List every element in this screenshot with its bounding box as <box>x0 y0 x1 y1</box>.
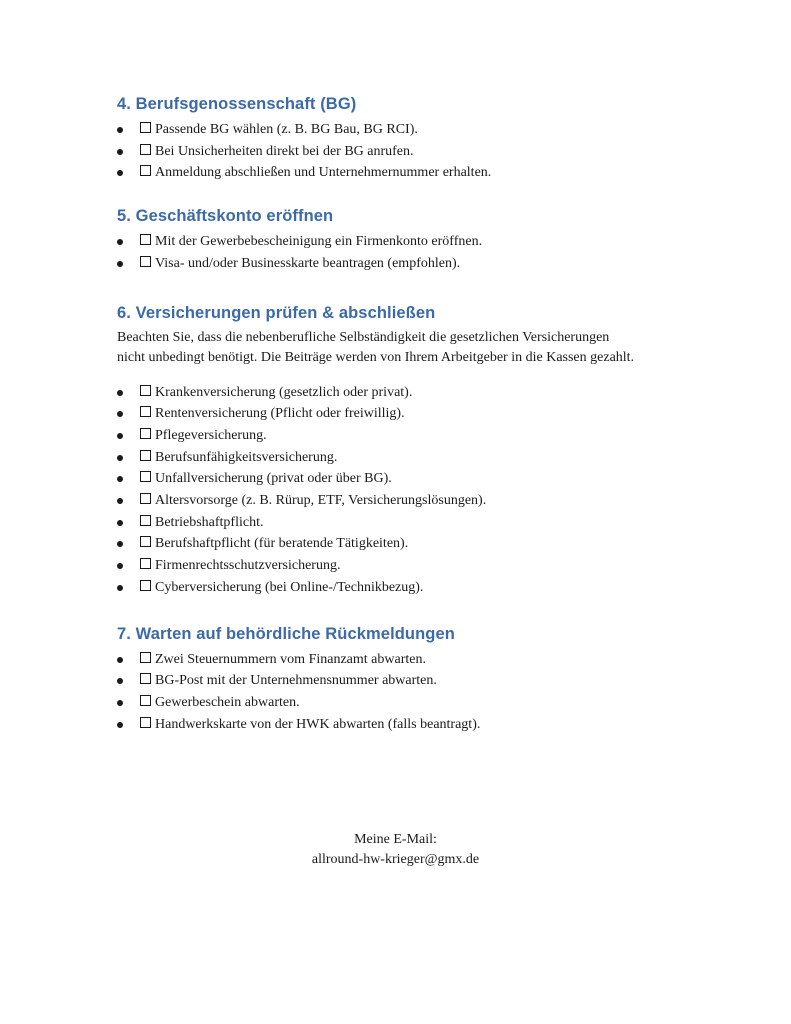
list-item-text: Krankenversicherung (gesetzlich oder privat). <box>155 384 413 400</box>
list-item <box>117 141 697 163</box>
section-rueckmeldungen <box>117 624 697 736</box>
list-item-text: Cyberversicherung (bei Online-/Technikbezug). <box>155 579 424 595</box>
bullet-icon <box>117 239 123 245</box>
bullet-icon <box>117 722 123 728</box>
list-item <box>117 447 697 469</box>
list-item <box>117 403 697 425</box>
checkbox-icon <box>140 122 151 133</box>
contact-footer <box>0 830 791 870</box>
list-item-text: Anmeldung abschließen und Unternehmernummer erhalten. <box>155 165 492 181</box>
checkbox-icon <box>140 717 151 728</box>
checkbox-icon <box>140 673 151 684</box>
list-item-text: Passende BG wählen (z. B. BG Bau, BG RCI). <box>155 122 418 137</box>
bullet-icon <box>117 657 123 663</box>
checklist <box>117 382 697 599</box>
checkbox-icon <box>140 165 151 176</box>
list-item-text: Zwei Steuernummern vom Finanzamt abwarten. <box>155 651 426 667</box>
checkbox-icon <box>140 385 151 396</box>
list-item <box>117 533 697 555</box>
checkbox-icon <box>140 515 151 526</box>
list-item <box>117 692 697 714</box>
list-item-text: Mit der Gewerbebescheinigung ein Firmenkonto eröffnen. <box>155 234 483 250</box>
document-content <box>117 94 697 735</box>
list-item <box>117 577 697 599</box>
list-item-text: Gewerbeschein abwarten. <box>155 694 300 710</box>
list-item-text: Unfallversicherung (privat oder über BG). <box>155 471 392 487</box>
email-label: Meine E-Mail: <box>354 832 437 847</box>
list-item-text: Betriebshaftpflicht. <box>155 514 264 530</box>
bullet-icon <box>117 700 123 706</box>
section-versicherungen <box>117 303 697 599</box>
section-heading: 5. Geschäftskonto eröffnen <box>117 207 334 226</box>
list-item <box>117 468 697 490</box>
list-item <box>117 670 697 692</box>
list-item-text: BG-Post mit der Unternehmensnummer abwarten. <box>155 673 437 689</box>
list-item-text: Handwerkskarte von der HWK abwarten (falls beantragt). <box>155 716 481 732</box>
bullet-icon <box>117 476 123 482</box>
list-item <box>117 382 697 404</box>
intro-line: nicht unbedingt benötigt. Die Beiträge werden von Ihrem Arbeitgeber in die Kassen gezahlt. <box>117 349 635 365</box>
bullet-icon <box>117 585 123 591</box>
list-item-text: Rentenversicherung (Pflicht oder freiwillig). <box>155 406 405 422</box>
checklist <box>117 119 697 184</box>
bullet-icon <box>117 170 123 176</box>
bullet-icon <box>117 261 123 267</box>
list-item <box>117 512 697 534</box>
bullet-icon <box>117 411 123 417</box>
list-item-text: Altersvorsorge (z. B. Rürup, ETF, Versicherungslösungen). <box>155 493 487 509</box>
checkbox-icon <box>140 450 151 461</box>
list-item <box>117 425 697 447</box>
list-item-text: Pflegeversicherung. <box>155 427 267 443</box>
list-item <box>117 490 697 512</box>
bullet-icon <box>117 433 123 439</box>
bullet-icon <box>117 541 123 547</box>
list-item-text: Berufshaftpflicht (für beratende Tätigkeiten). <box>155 536 409 552</box>
section-heading: 6. Versicherungen prüfen & abschließen <box>117 303 436 322</box>
list-item <box>117 119 697 141</box>
list-item <box>117 162 697 184</box>
section-heading: 7. Warten auf behördliche Rückmeldungen <box>117 624 455 643</box>
section-intro <box>117 328 697 368</box>
checkbox-icon <box>140 234 151 245</box>
list-item <box>117 253 697 275</box>
bullet-icon <box>117 149 123 155</box>
list-item <box>117 714 697 736</box>
checkbox-icon <box>140 652 151 663</box>
list-item <box>117 555 697 577</box>
checkbox-icon <box>140 471 151 482</box>
checkbox-icon <box>140 580 151 591</box>
email-address: allround-hw-krieger@gmx.de <box>311 852 480 867</box>
bullet-icon <box>117 678 123 684</box>
bullet-icon <box>117 563 123 569</box>
checklist <box>117 649 697 736</box>
intro-line: Beachten Sie, dass die nebenberufliche Selbständigkeit die gesetzlichen Versicherungen <box>117 329 610 345</box>
checkbox-icon <box>140 536 151 547</box>
list-item-text: Bei Unsicherheiten direkt bei der BG anrufen. <box>155 143 414 159</box>
bullet-icon <box>117 455 123 461</box>
section-heading: 4. Berufsgenossenschaft (BG) <box>117 95 357 113</box>
checkbox-icon <box>140 144 151 155</box>
bullet-icon <box>117 520 123 526</box>
checklist <box>117 231 697 274</box>
list-item-text: Visa- und/oder Businesskarte beantragen (empfohlen). <box>155 255 461 271</box>
list-item <box>117 231 697 253</box>
checkbox-icon <box>140 256 151 267</box>
section-berufsgenossenschaft <box>117 94 697 184</box>
checkbox-icon <box>140 558 151 569</box>
checkbox-icon <box>140 695 151 706</box>
list-item <box>117 649 697 671</box>
list-item-text: Berufsunfähigkeitsversicherung. <box>155 449 338 465</box>
checkbox-icon <box>140 428 151 439</box>
section-geschaeftskonto <box>117 206 697 274</box>
list-item-text: Firmenrechtsschutzversicherung. <box>155 558 341 574</box>
bullet-icon <box>117 498 123 504</box>
bullet-icon <box>117 127 123 133</box>
checkbox-icon <box>140 406 151 417</box>
bullet-icon <box>117 390 123 396</box>
checkbox-icon <box>140 493 151 504</box>
